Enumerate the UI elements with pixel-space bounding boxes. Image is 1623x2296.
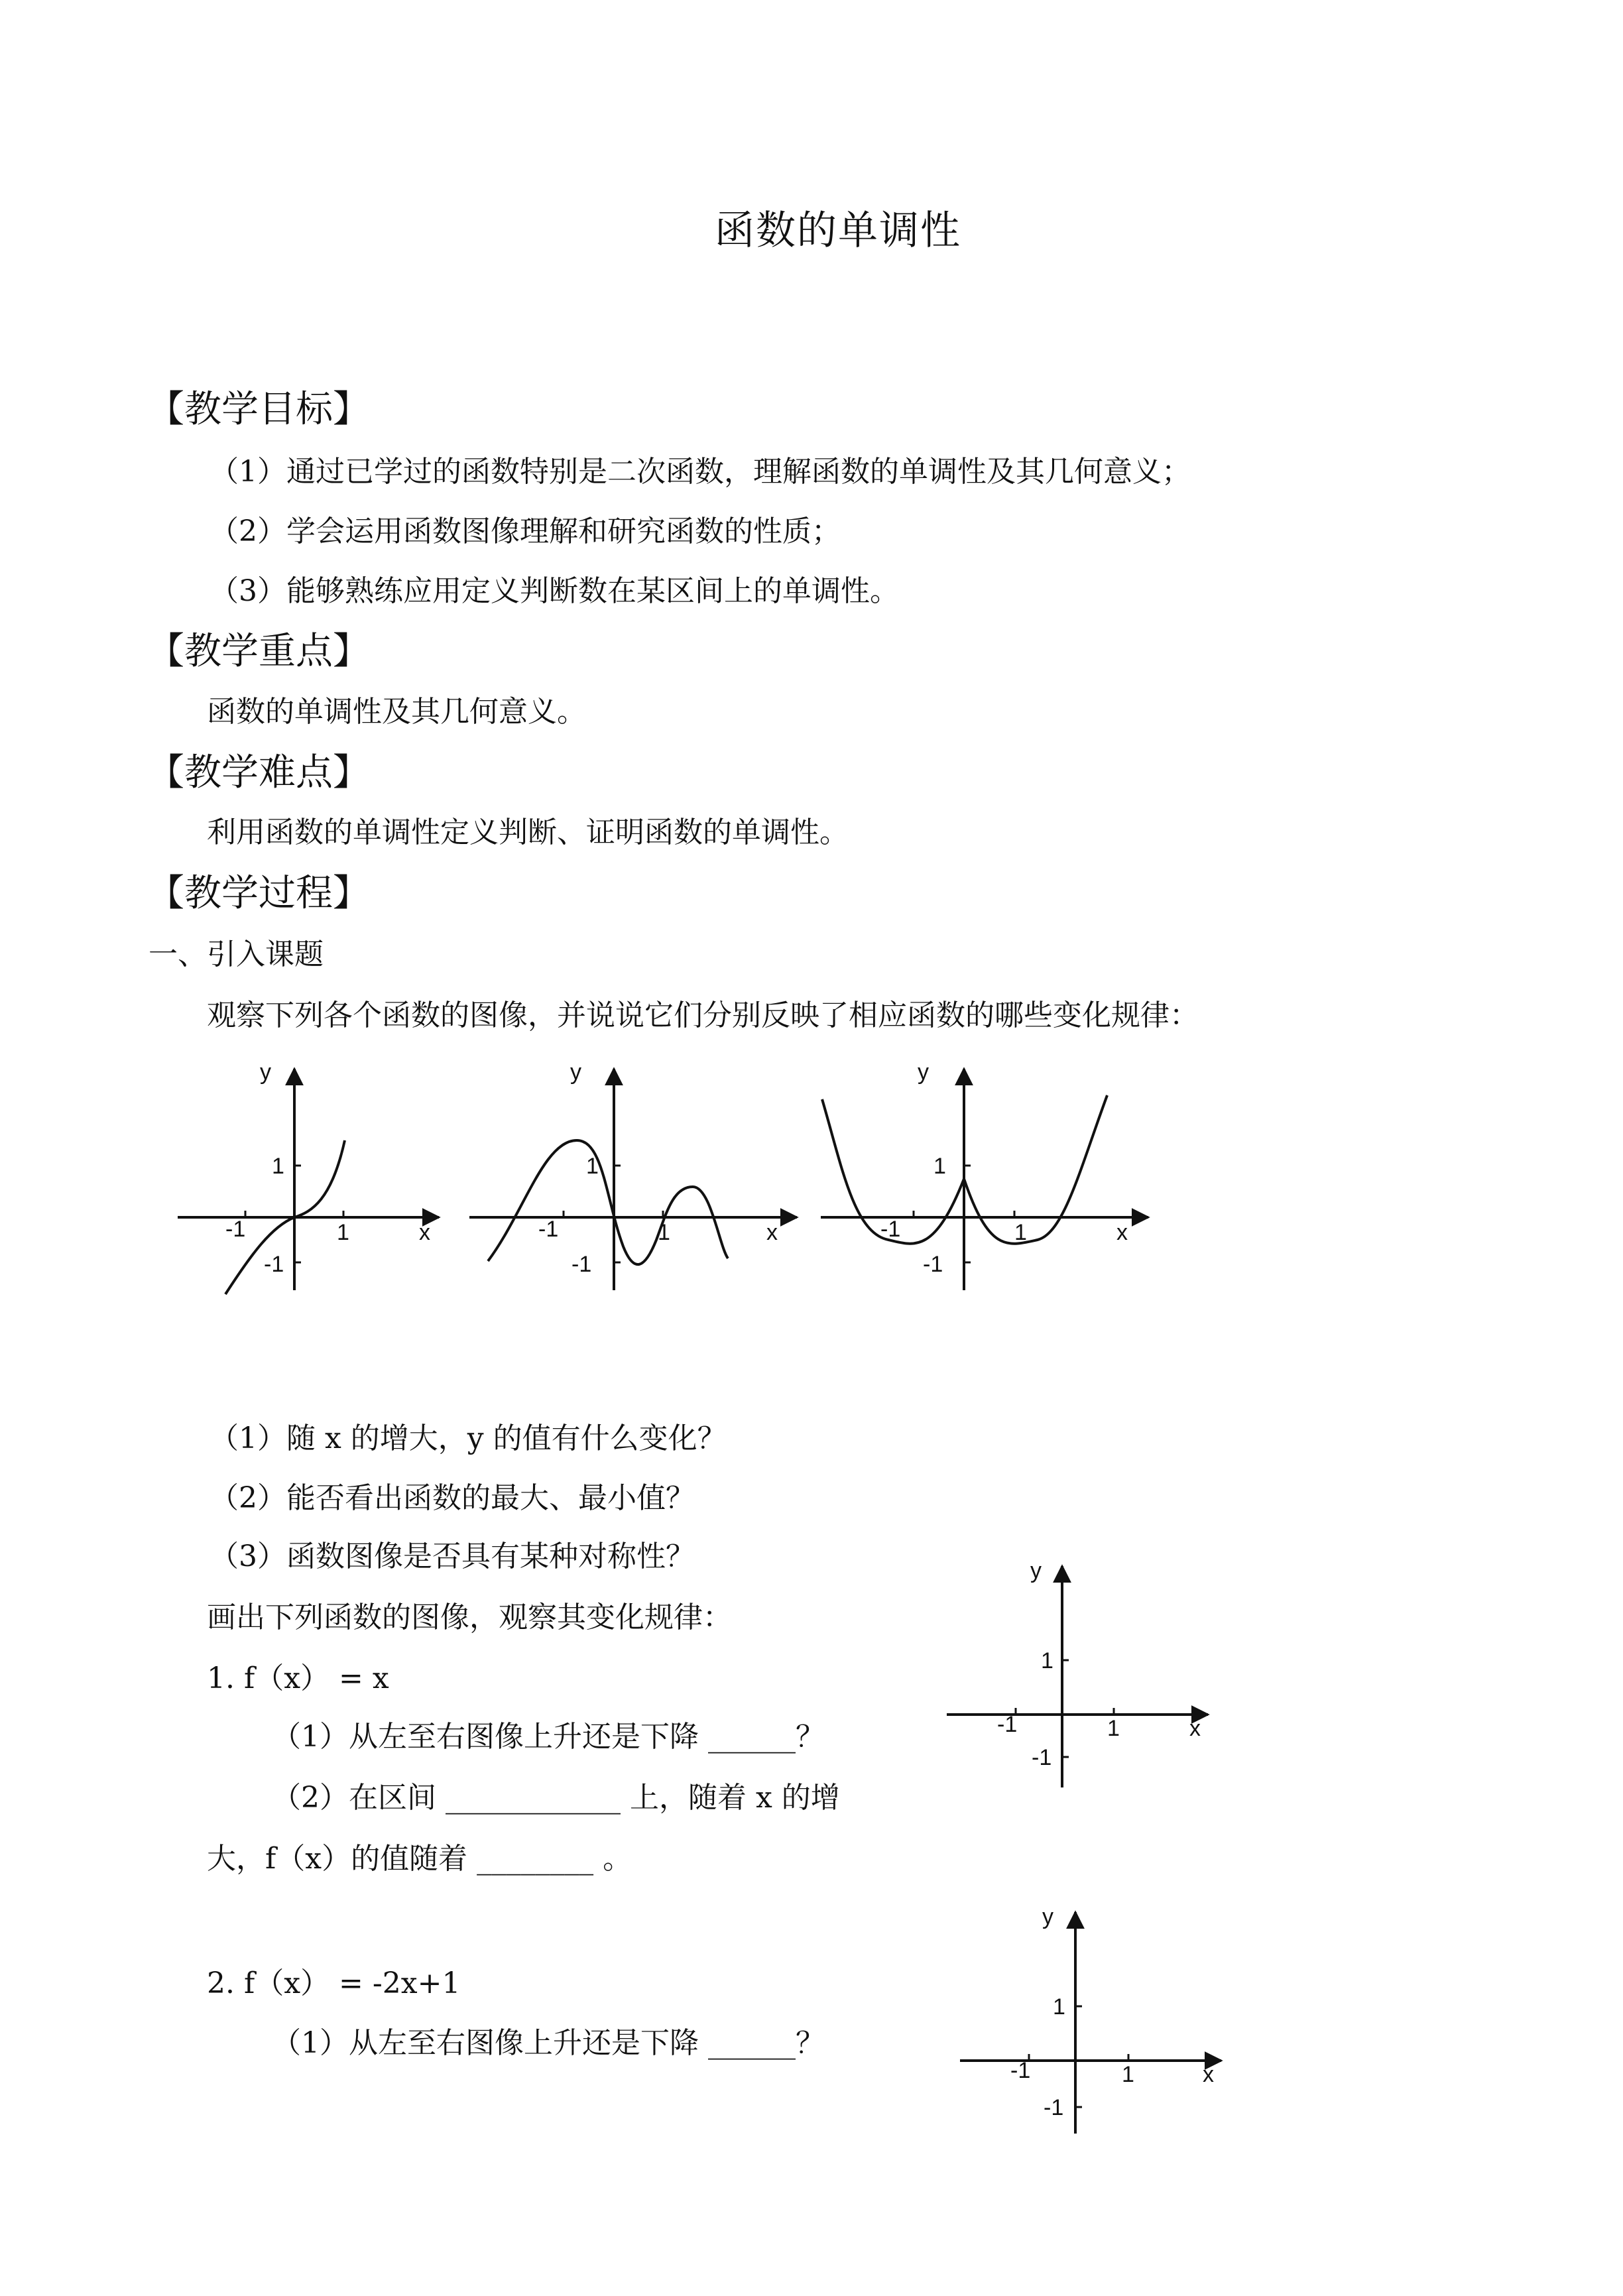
neg-one-x-label: -1 xyxy=(997,1712,1018,1737)
question-2: （2）能否看出函数的最大、最小值？ xyxy=(210,1481,695,1515)
graph-2 xyxy=(464,1054,809,1306)
one-y-label: 1 xyxy=(1053,1994,1065,2020)
one-x-label: 1 xyxy=(1107,1716,1120,1741)
page-title: 函数的单调性 xyxy=(715,208,961,254)
goal-item-1: （1）通过已学过的函数特别是二次函数，理解函数的单调性及其几何意义； xyxy=(210,455,1191,489)
neg-one-y-label: -1 xyxy=(571,1252,592,1277)
curve xyxy=(488,1140,728,1264)
key-text: 函数的单调性及其几何意义。 xyxy=(207,695,586,729)
process-heading: 【教学过程】 xyxy=(147,872,370,915)
one-x-label: 1 xyxy=(337,1220,349,1245)
x-label: x xyxy=(766,1220,778,1245)
one-x-label: 1 xyxy=(1014,1220,1027,1245)
x-label: x xyxy=(1203,2062,1214,2087)
ex2-formula: 2. f（x） = -2x+1 xyxy=(207,1966,461,2000)
ex1-question-1: （1）从左至右图像上升还是下降 ______？ xyxy=(272,1720,825,1754)
ex2-question-1: （1）从左至右图像上升还是下降 ______？ xyxy=(272,2026,825,2060)
one-x-label: 1 xyxy=(658,1220,670,1245)
graph-3 xyxy=(815,1054,1160,1306)
goals-heading: 【教学目标】 xyxy=(147,388,370,431)
y-label: y xyxy=(570,1059,581,1085)
draw-text: 画出下列函数的图像，观察其变化规律： xyxy=(207,1601,732,1634)
neg-one-x-label: -1 xyxy=(1010,2058,1031,2083)
question-1: （1）随 x 的增大，y 的值有什么变化？ xyxy=(210,1421,727,1455)
neg-one-y-label: -1 xyxy=(264,1252,284,1277)
one-y-label: 1 xyxy=(272,1154,284,1179)
neg-one-y-label: -1 xyxy=(1032,1745,1052,1770)
neg-one-y-label: -1 xyxy=(1044,2095,1064,2120)
one-y-label: 1 xyxy=(933,1154,946,1179)
ex1-formula: 1. f（x） = x xyxy=(207,1662,389,1695)
y-label: y xyxy=(918,1059,929,1085)
one-y-label: 1 xyxy=(586,1154,599,1179)
y-label: y xyxy=(260,1059,271,1085)
y-label: y xyxy=(1042,1904,1053,1929)
one-x-label: 1 xyxy=(1122,2062,1134,2087)
question-3: （3）函数图像是否具有某种对称性？ xyxy=(210,1540,695,1573)
one-y-label: 1 xyxy=(1041,1648,1053,1673)
graph-1 xyxy=(172,1054,451,1306)
neg-one-x-label: -1 xyxy=(225,1217,246,1242)
y-label: y xyxy=(1030,1558,1042,1583)
neg-one-y-label: -1 xyxy=(923,1252,943,1277)
goal-item-3: （3）能够熟练应用定义判断数在某区间上的单调性。 xyxy=(210,574,899,608)
blank-axes-1 xyxy=(941,1551,1220,1797)
neg-one-x-label: -1 xyxy=(880,1217,901,1242)
ex1-question-2a: （2）在区间 ____________ 上，随着 x 的增 xyxy=(272,1781,840,1815)
intro-heading: 一、引入课题 xyxy=(149,937,324,971)
ex1-question-2b: 大，f（x）的值随着 ________ 。 xyxy=(207,1842,632,1876)
goal-item-2: （2）学会运用函数图像理解和研究函数的性质； xyxy=(210,514,841,548)
intro-text: 观察下列各个函数的图像，并说说它们分别反映了相应函数的哪些变化规律： xyxy=(207,998,1199,1032)
neg-one-x-label: -1 xyxy=(538,1217,559,1242)
difficulty-heading: 【教学难点】 xyxy=(147,751,370,794)
blank-axes-2 xyxy=(955,1898,1233,2143)
x-label: x xyxy=(419,1220,430,1245)
x-label: x xyxy=(1116,1220,1128,1245)
x-label: x xyxy=(1189,1716,1201,1741)
key-heading: 【教学重点】 xyxy=(147,630,370,673)
difficulty-text: 利用函数的单调性定义判断、证明函数的单调性。 xyxy=(207,816,849,849)
